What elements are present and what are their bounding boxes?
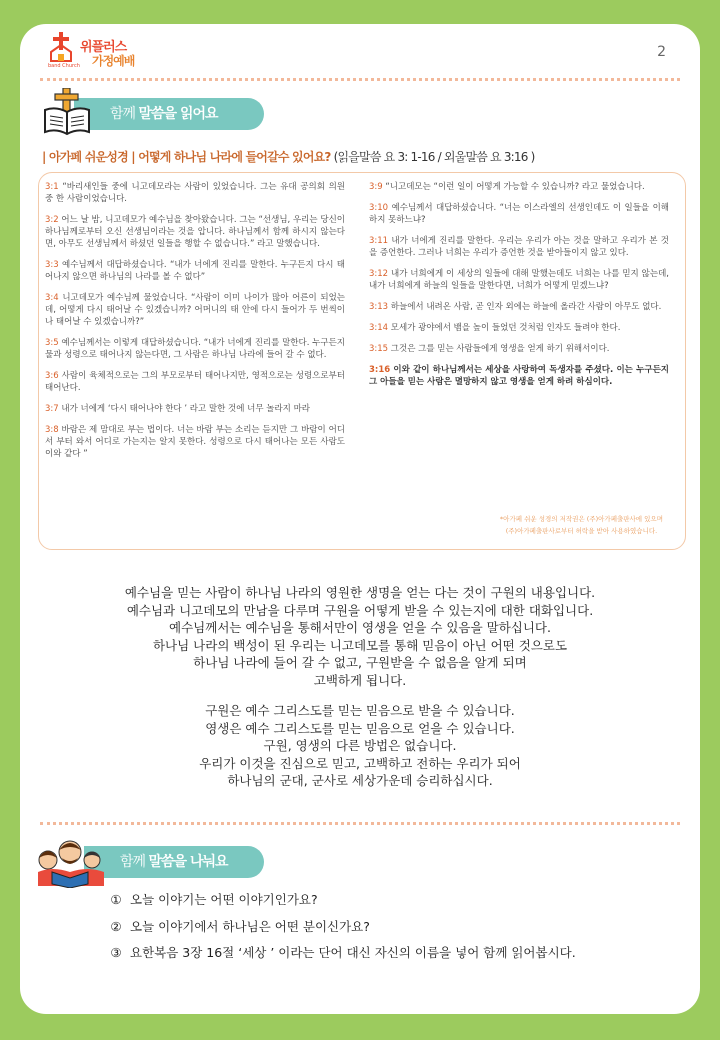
question-item: ② 오늘 이야기에서 하나님은 어떤 분이신가요? [110,919,370,934]
verse-item [369,202,669,226]
verse-number: 3:2 [45,215,59,225]
verse-number: 3:9 [369,182,383,192]
verse-box [38,172,686,550]
verse-item [369,322,669,334]
verse-text: 이와 같이 하나님께서는 세상을 사랑하여 독생자를 주셨다. 이는 누구든지 그 아들을 믿는 사람은 멸망하지 않고 영생을 얻게 하려 하심이다. [369,365,669,387]
section-share-label: 함께 말씀을 나눠요 [84,846,264,878]
verse-item [45,292,345,328]
verse-item [369,343,669,355]
verse-column-right [369,181,669,397]
verse-item [369,301,669,313]
verse-number: 3:12 [369,269,389,279]
verse-text: 모세가 광야에서 뱀을 높이 들었던 것처럼 인자도 들려야 한다. [388,323,621,333]
verse-text: 바람은 제 맘대로 부는 법이다. 너는 바람 부는 소리는 듣지만 그 바람이 어디서 부터 와서 어디로 가는지는 알지 못한다. 성령으로 다시 태어나는 모든 사람도 이와 같다 ” [45,425,345,459]
body-paragraph-1: 예수님을 믿는 사람이 하나님 나라의 영원한 생명을 얻는 다는 것이 구원의 내용입니다. 예수님과 니고데모의 만남을 다루며 구원을 어떻게 받을 수 있는지에 대한 대화입니다. 예수님께서는 예수님을 통해서만이 영생을 얻을 수 있음을 말하십니다. 하나님 나라의 백성이 된 우리는 니고데모를 통해 믿음이 아닌 어떤 것으로도 하나님 나라에 들어 갈 수 없고, 구원받을 수 없음을 알게 되며 고백하게 됩니다. [124,585,596,688]
section-read-header [20,88,320,122]
verse-number: 3:11 [369,236,389,246]
verse-number: 3:16 [369,365,391,375]
verse-item [369,181,669,193]
section-share-header [20,838,320,872]
verse-item [45,370,345,394]
verse-text: 사람이 육체적으로는 그의 부모로부터 태어나지만, 영적으로는 성령으로부터 태어난다. [45,371,345,393]
dotted-divider [40,78,680,81]
verse-number: 3:15 [369,344,389,354]
logo-subtitle: 가정예배 [92,54,135,68]
verse-item [369,235,669,259]
verse-number: 3:13 [369,302,389,312]
verse-text: “니고데모는 “이런 일이 어떻게 가능할 수 있습니까? 라고 물었습니다. [382,182,645,192]
cross-logo-icon [50,32,72,62]
verse-item [45,337,345,361]
question-item: ① 오늘 이야기는 어떤 이야기인가요? [110,892,318,907]
church-logo [46,32,156,72]
verse-item [369,364,669,388]
verse-text: 하늘에서 내려온 사람, 곧 인자 외에는 하늘에 올라간 사람이 아무도 없다. [388,302,662,312]
verse-number: 3:14 [369,323,389,333]
verse-item [45,259,345,283]
dotted-divider [40,822,680,825]
worksheet-page [20,24,700,1014]
reading-subtitle: | 아가페 쉬운성경 | 어떻게 하나님 나라에 들어갈수 있어요? (읽을말씀 요 3: 1-16 / 외울말씀 요 3:16 ) [42,150,535,164]
family-reading-icon [36,838,106,888]
copyright-note: *아가페 쉬운 성경의 저작권은 (주)아가페출판사에 있으며 (주)아가페출판사로부터 허락을 받아 사용하였습니다. [499,515,663,535]
verse-number: 3:5 [45,338,59,348]
verse-number: 3:8 [45,425,59,435]
page-number: 2 [657,44,666,60]
verse-text: 예수님께서 대답하셨습니다. “내가 너에게 진리를 말한다. 누구든지 다시 태어나지 않으면 하나님의 나라를 볼 수 없다” [45,260,345,282]
verse-item [369,268,669,292]
verse-text: “바리새인들 중에 니고데모라는 사람이 있었습니다. 그는 유대 공의회 의원 중 한 사람이었습니다. [45,182,345,204]
verse-number: 3:4 [45,293,59,303]
verse-text: 어느 날 밤, 니고데모가 예수님을 찾아왔습니다. 그는 “선생님, 우리는 당신이 하나님께로부터 오신 선생님이라는 것을 압니다. 하나님께서 함께 하시지 않는다면, 아무도 선생님께서 하셨던 일들을 행할 수 없습니다.” 라고 말했습니다. [45,215,345,249]
verse-text: 니고데모가 예수님께 물었습니다. “사람이 이미 나이가 많아 어른이 되었는데, 어떻게 다시 태어날 수 있겠습니까? 어머니의 태 안에 다시 들어가 두 번씩이나 태어날 수 있겠습니까?” [45,293,345,327]
verse-item [45,214,345,250]
verse-number: 3:10 [369,203,389,213]
verse-text: 그것은 그를 믿는 사람들에게 영생을 얻게 하기 위해서이다. [388,344,610,354]
verse-number: 3:6 [45,371,59,381]
verse-number: 3:7 [45,404,59,414]
logo-title: 위플러스 [80,40,127,55]
verse-item [45,181,345,205]
verse-column-left [45,181,345,469]
verse-text: 예수님께서는 이렇게 대답하셨습니다. “내가 너에게 진리를 말한다. 누구든지 물과 성령으로 태어나지 않는다면, 그 사람은 하나님 나라에 들어 갈 수 없다. [45,338,345,360]
bible-cross-icon [42,88,92,136]
body-paragraph-2: 구원은 예수 그리스도를 믿는 믿음으로 받을 수 있습니다. 영생은 예수 그리스도를 믿는 믿음으로 얻을 수 있습니다. 구원, 영생의 다른 방법은 없습니다. 우리가 이것을 진심으로 믿고, 고백하고 전하는 우리가 되어 하나님의 군대, 군사로 세상가운데 승리하십시다. [199,703,521,789]
verse-item [45,403,345,415]
section-read-label: 함께 말씀을 읽어요 [74,98,264,130]
question-item: ③ 요한복음 3장 16절 ‘세상 ’ 이라는 단어 대신 자신의 이름을 넣어 함께 읽어봅시다. [110,945,576,960]
verse-item [45,424,345,460]
verse-text: 예수님께서 대답하셨습니다. “너는 이스라엘의 선생인데도 이 일들을 이해하지 못하느냐? [369,203,669,225]
verse-number: 3:1 [45,182,59,192]
verse-text: 내가 너에게 ‘다시 태어나야 한다 ’ 라고 말한 것에 너무 놀라지 마라 [58,404,311,414]
verse-text: 내가 너희에게 이 세상의 일들에 대해 말했는데도 너희는 나를 믿지 않는데, 내가 너희에게 하늘의 일들을 말한다면, 너희가 어떻게 믿겠느냐? [369,269,669,291]
logo-small-text: band Church [48,63,80,69]
verse-number: 3:3 [45,260,59,270]
verse-text: 내가 너에게 진리를 말한다. 우리는 우리가 아는 것을 말하고 우리가 본 것을 증언한다. 그러나 너희는 우리가 증언한 것을 받아들이지 않고 있다. [369,236,669,258]
